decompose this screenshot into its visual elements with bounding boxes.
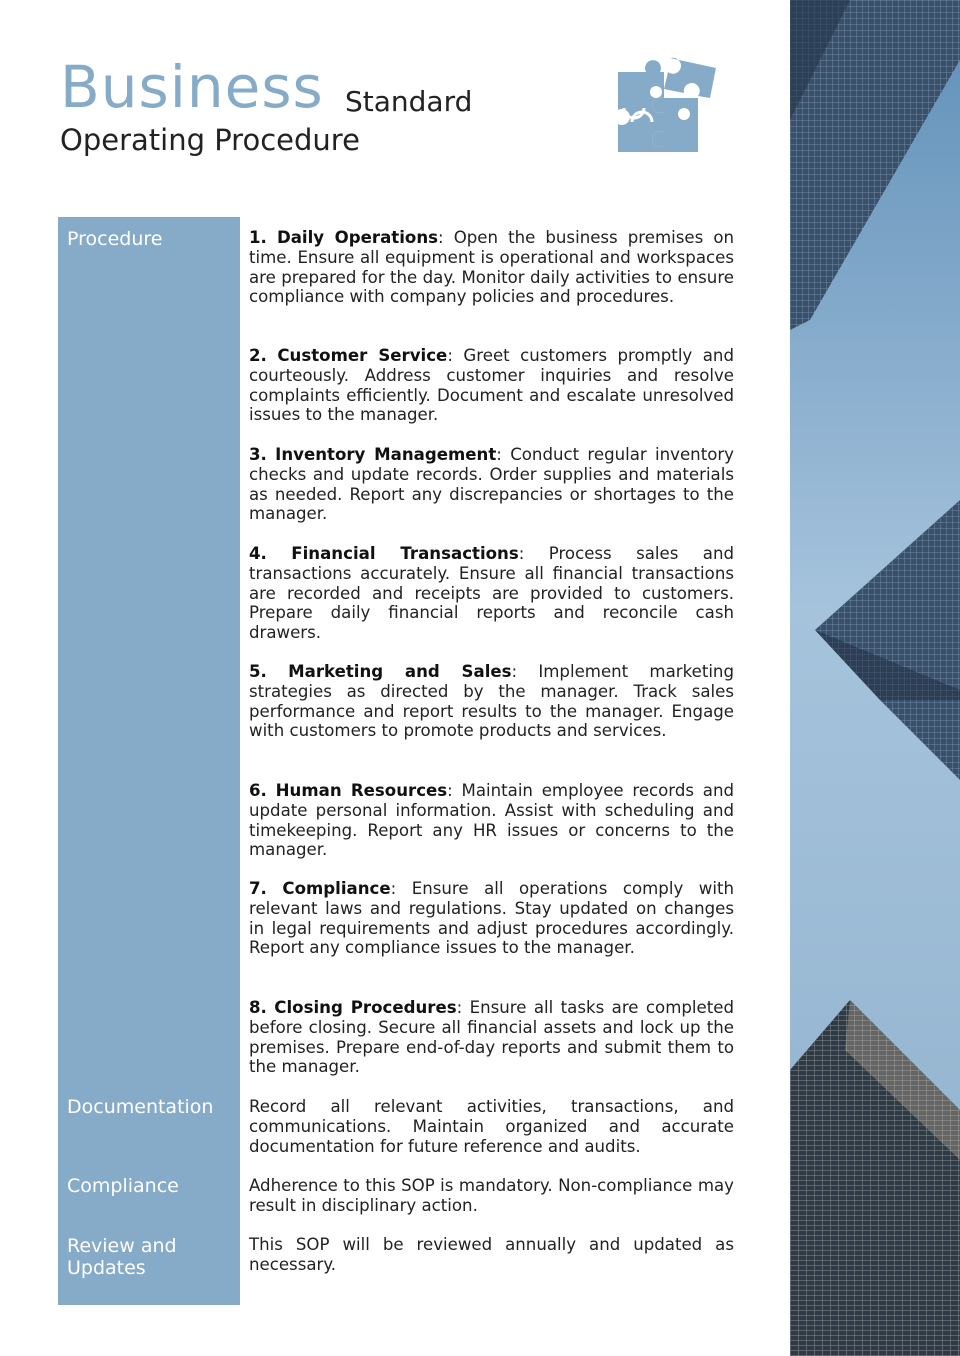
sidebar-band xyxy=(58,217,240,1305)
item-title: Human Resources xyxy=(275,781,448,800)
item-text: Greet customers promptly and courteously. Address customer inquiries and resolve complaints efficiently. Document and escalate unresolved issues to the manager. xyxy=(249,346,734,425)
title-standard: Standard xyxy=(345,85,473,118)
item-text: Ensure all operations comply with relevant laws and regulations. Stay updated on changes in legal requirements and adjust procedures accordingly. Report any compliance issues to the manager. xyxy=(249,879,734,958)
item-num: 5. xyxy=(249,662,267,681)
item-title: Compliance xyxy=(282,879,391,898)
item-title: Inventory Management xyxy=(275,445,497,464)
item-num: 7. xyxy=(249,879,267,898)
procedure-item: 4. Financial Transactions: Process sales and transactions accurately. Ensure all financial transactions are recorded and receipts are provided to customers. Prepare daily financial reports and reconcile cash drawers. xyxy=(249,544,734,643)
item-num: 8. xyxy=(249,998,267,1017)
item-title: Daily Operations xyxy=(276,228,439,247)
title-business: Business xyxy=(60,53,324,121)
procedure-item: 2. Customer Service: Greet customers promptly and courteously. Address customer inquiries and resolve complaints efficiently. Document and escalate unresolved issues to the manager. xyxy=(249,346,734,425)
item-num: 6. xyxy=(249,781,267,800)
item-title: Marketing and Sales xyxy=(288,662,512,681)
label-compliance: Compliance xyxy=(67,1175,179,1197)
procedure-item: 5. Marketing and Sales: Implement marketing strategies as directed by the manager. Track sales performance and report results to the manager. Engage with customers to promote products and services. xyxy=(249,662,734,741)
item-text: Maintain employee records and update personal information. Assist with scheduling and timekeeping. Report any HR issues or concerns to the manager. xyxy=(249,781,734,860)
item-text: Open the business premises on time. Ensure all equipment is operational and workspaces are prepared for the day. Monitor daily activities to ensure compliance with company policies and procedures. xyxy=(249,228,734,307)
label-procedure: Procedure xyxy=(67,228,163,250)
item-num: 3. xyxy=(249,445,267,464)
procedure-item: 7. Compliance: Ensure all operations comply with relevant laws and regulations. Stay updated on changes in legal requirements and adjust procedures accordingly. Report any compliance issues to the manager. xyxy=(249,879,734,958)
item-text: Ensure all tasks are completed before closing. Secure all financial assets and lock up the premises. Prepare end-of-day reports and submit them to the manager. xyxy=(249,998,734,1077)
item-text: Conduct regular inventory checks and update records. Order supplies and materials as needed. Report any discrepancies or shortages to the manager. xyxy=(249,445,734,524)
label-documentation: Documentation xyxy=(67,1096,214,1118)
title-subtitle: Operating Procedure xyxy=(60,123,360,157)
procedure-item: 8. Closing Procedures: Ensure all tasks are completed before closing. Secure all financial assets and lock up the premises. Prepare end-of-day reports and submit them to the manager. xyxy=(249,998,734,1077)
label-review-line1: Review and xyxy=(67,1235,177,1257)
puzzle-icon xyxy=(612,52,722,156)
label-review-updates xyxy=(67,1235,237,1279)
procedure-item: 3. Inventory Management: Conduct regular inventory checks and update records. Order supplies and materials as needed. Report any discrepancies or shortages to the manager. xyxy=(249,445,734,524)
item-num: 4. xyxy=(249,544,267,563)
compliance-text: Adherence to this SOP is mandatory. Non-compliance may result in disciplinary action. xyxy=(249,1176,734,1215)
review-text: This SOP will be reviewed annually and updated as necessary. xyxy=(249,1235,734,1274)
skyscraper-photo xyxy=(790,0,960,1356)
procedure-item: 1. Daily Operations: Open the business premises on time. Ensure all equipment is operational and workspaces are prepared for the day. Monitor daily activities to ensure compliance with company policies and procedures. xyxy=(249,228,734,307)
item-num: 1. xyxy=(249,228,267,247)
label-review-line2: Updates xyxy=(67,1257,146,1279)
item-title: Customer Service xyxy=(277,346,448,365)
item-text: Implement marketing strategies as directed by the manager. Track sales performance and report results to the manager. Engage with customers to promote products and services. xyxy=(249,662,734,741)
item-title: Financial Transactions xyxy=(291,544,519,563)
item-text: Process sales and transactions accurately. Ensure all financial transactions are recorded and receipts are provided to customers. Prepare daily financial reports and reconcile cash drawers. xyxy=(249,544,734,643)
procedure-item: 6. Human Resources: Maintain employee records and update personal information. Assist with scheduling and timekeeping. Report any HR issues or concerns to the manager. xyxy=(249,781,734,860)
documentation-text: Record all relevant activities, transactions, and communications. Maintain organized and accurate documentation for future reference and audits. xyxy=(249,1097,734,1156)
item-title: Closing Procedures xyxy=(274,998,457,1017)
item-num: 2. xyxy=(249,346,267,365)
